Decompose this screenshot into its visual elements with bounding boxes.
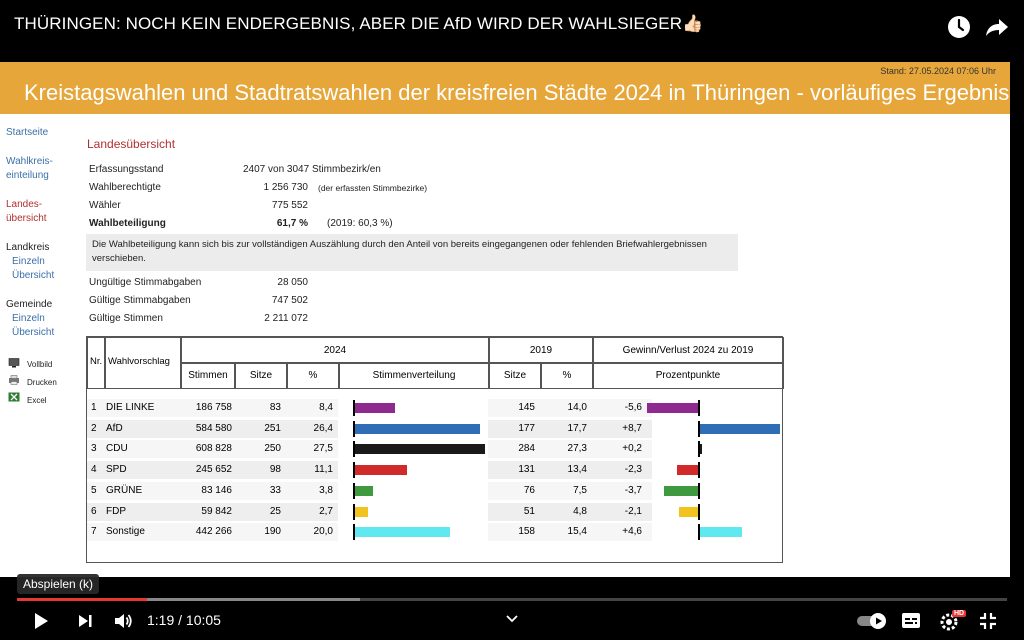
- table-row: [87, 502, 782, 522]
- section-title: Landesübersicht: [87, 137, 176, 151]
- player-controls: [0, 577, 1024, 640]
- row-diff: +4,6: [622, 526, 642, 538]
- share-bar: [355, 424, 480, 434]
- monitor-icon[interactable]: [8, 358, 20, 368]
- header-sitze-2019: Sitze: [488, 362, 542, 389]
- row-pct-2019: 14,0: [567, 402, 587, 413]
- play-tooltip: Abspielen (k): [17, 574, 99, 594]
- autoplay-toggle-icon[interactable]: [856, 612, 888, 630]
- row-diff: -5,6: [624, 402, 642, 413]
- row-pct-2019: 15,4: [567, 526, 587, 538]
- row-pct: 27,5: [313, 443, 333, 455]
- results-table: [86, 336, 783, 563]
- change-axis: [698, 524, 700, 540]
- row-sitze-2019: 145: [518, 402, 535, 413]
- change-axis: [698, 400, 700, 416]
- timecode: [147, 612, 221, 628]
- row-sitze: 33: [269, 484, 281, 496]
- row-diff: -3,7: [624, 484, 642, 496]
- table-row: [87, 398, 782, 418]
- row-sitze-2019: 76: [523, 484, 535, 496]
- subtitles-icon[interactable]: [901, 612, 921, 629]
- time-current: 1:19: [147, 612, 175, 628]
- row-sitze-2019: 158: [518, 526, 535, 538]
- share-bar: [355, 507, 368, 517]
- row-sitze: 83: [269, 402, 281, 413]
- hd-badge: HD: [954, 610, 965, 617]
- row-diff: +8,7: [622, 422, 642, 434]
- header-nr: Nr.: [90, 356, 103, 367]
- nav-gemeinde-uebersicht[interactable]: Übersicht: [12, 327, 55, 338]
- table-row: [87, 522, 782, 542]
- wahlberechtigte-label: Wahlberechtigte: [89, 182, 161, 193]
- share-axis: [353, 400, 355, 416]
- wahlbeteiligung-2019: (2019: 60,3 %): [327, 218, 393, 229]
- header-2019: 2019: [488, 337, 594, 364]
- row-sitze: 251: [264, 422, 281, 434]
- row-party: FDP: [106, 505, 126, 517]
- row-pct-2019: 27,3: [567, 443, 587, 455]
- change-axis: [698, 421, 700, 437]
- play-icon[interactable]: [32, 612, 50, 630]
- header-pct-2019: %: [540, 362, 594, 389]
- exit-fullscreen-icon[interactable]: [978, 611, 998, 631]
- chevron-down-icon[interactable]: [505, 614, 519, 624]
- share-axis: [353, 504, 355, 520]
- header-gewinn-verlust: Gewinn/Verlust 2024 zu 2019: [592, 337, 784, 364]
- row-stimmen: 59 842: [201, 505, 232, 517]
- progress-played: [17, 598, 147, 601]
- nav-startseite[interactable]: Startseite: [6, 127, 49, 138]
- share-bar: [355, 527, 450, 537]
- row-party: DIE LINKE: [106, 402, 155, 413]
- row-pct-2019: 7,5: [573, 484, 587, 496]
- row-pct-2019: 4,8: [573, 505, 587, 517]
- erfassungsstand-value: 2407 von 3047 Stimmbezirk/en: [243, 164, 381, 175]
- header-stimmenverteilung: Stimmenverteilung: [338, 362, 490, 389]
- volume-icon[interactable]: [113, 612, 133, 630]
- row-party: Sonstige: [106, 526, 145, 538]
- row-pct: 2,7: [319, 505, 333, 517]
- share-axis: [353, 441, 355, 457]
- page-title: Kreistagswahlen und Stadtratswahlen der kreisfreien Städte 2024 in Thüringen - vorläufiges Ergebnis: [24, 80, 1010, 105]
- drucken-link[interactable]: Drucken: [27, 378, 57, 387]
- nav-landes-line2[interactable]: übersicht: [6, 213, 47, 224]
- wahlbeteiligung-value: 61,7 %: [276, 218, 308, 229]
- nav-landkreis-einzeln[interactable]: Einzeln: [12, 256, 45, 267]
- share-axis: [353, 421, 355, 437]
- row-sitze: 250: [264, 443, 281, 455]
- nav-landes-line1[interactable]: Landes-: [6, 199, 43, 210]
- row-stimmen: 245 652: [195, 464, 232, 476]
- gueltige-stimmen-label: Gültige Stimmen: [89, 313, 163, 324]
- next-icon[interactable]: [77, 613, 93, 629]
- header-sitze: Sitze: [234, 362, 288, 389]
- change-axis: [698, 483, 700, 499]
- row-party: CDU: [106, 443, 128, 455]
- change-bar: [700, 527, 742, 537]
- header-wahlvorschlag: Wahlvorschlag: [108, 356, 170, 367]
- turnout-notice: [86, 234, 738, 271]
- video-top-bar: [0, 0, 1024, 56]
- gueltige-stimmen-value: 2 211 072: [264, 313, 308, 324]
- turnout-notice-text: Die Wahlbeteiligung kann sich bis zur vollständigen Auszählung durch den Anteil von bereits eingegangenen oder fehlenden Briefwahlergebnissen verschieben.: [92, 239, 707, 264]
- row-pct: 8,4: [319, 402, 333, 413]
- erfassungsstand-label: Erfassungsstand: [89, 164, 164, 175]
- row-pct: 11,1: [314, 464, 333, 476]
- row-stimmen: 186 758: [195, 402, 232, 413]
- table-row: [87, 419, 782, 439]
- time-separator: /: [174, 612, 186, 628]
- row-sitze-2019: 131: [518, 464, 535, 476]
- election-page: [0, 62, 1010, 577]
- page-banner: [0, 62, 1010, 114]
- stand-timestamp: Stand: 27.05.2024 07:06 Uhr: [880, 66, 996, 76]
- share-axis: [353, 462, 355, 478]
- change-bar: [677, 465, 698, 475]
- change-axis: [698, 462, 700, 478]
- nav-wahlkreis-line1[interactable]: Wahlkreis-: [6, 156, 53, 167]
- row-pct: 3,8: [319, 484, 333, 496]
- nav-gemeinde-einzeln[interactable]: Einzeln: [12, 313, 45, 324]
- table-row: [87, 481, 782, 501]
- ungueltige-label: Ungültige Stimmabgaben: [89, 277, 202, 288]
- row-party: GRÜNE: [106, 484, 143, 496]
- row-nr: 6: [91, 505, 97, 517]
- ungueltige-value: 28 050: [277, 277, 308, 288]
- row-sitze: 98: [269, 464, 281, 476]
- row-pct: 26,4: [313, 422, 333, 434]
- wahlberechtigte-note: (der erfassten Stimmbezirke): [318, 183, 428, 193]
- header-pct: %: [286, 362, 340, 389]
- row-sitze-2019: 177: [518, 422, 535, 434]
- wahlberechtigte-value: 1 256 730: [263, 182, 308, 193]
- row-stimmen: 584 580: [195, 422, 232, 434]
- share-axis: [353, 524, 355, 540]
- printer-icon[interactable]: [8, 375, 20, 385]
- row-pct-2019: 13,4: [567, 464, 587, 476]
- row-stimmen: 83 146: [201, 484, 232, 496]
- share-icon[interactable]: [984, 14, 1010, 40]
- gueltige-abgaben-value: 747 502: [271, 295, 308, 306]
- nav-landkreis-heading: Landkreis: [6, 242, 50, 253]
- row-pct-2019: 17,7: [567, 422, 587, 434]
- row-sitze-2019: 51: [523, 505, 535, 517]
- share-bar: [355, 465, 407, 475]
- change-bar: [647, 403, 698, 413]
- gueltige-abgaben-label: Gültige Stimmabgaben: [89, 295, 191, 306]
- table-row: [87, 439, 782, 459]
- nav-gemeinde-heading: Gemeinde: [6, 299, 53, 310]
- row-party: AfD: [106, 422, 123, 434]
- share-bar: [355, 486, 373, 496]
- row-nr: 1: [91, 402, 97, 413]
- share-axis: [353, 483, 355, 499]
- excel-link[interactable]: Excel: [27, 396, 47, 405]
- nav-landkreis-uebersicht[interactable]: Übersicht: [12, 270, 55, 281]
- waehler-label: Wähler: [89, 200, 121, 211]
- change-bar: [700, 424, 780, 434]
- row-stimmen: 442 266: [195, 526, 232, 538]
- change-bar: [700, 444, 702, 454]
- wahlbeteiligung-label: Wahlbeteiligung: [89, 218, 166, 229]
- excel-icon[interactable]: [8, 392, 20, 402]
- vollbild-link[interactable]: Vollbild: [27, 360, 53, 369]
- row-nr: 2: [91, 422, 97, 434]
- table-row: [87, 460, 782, 480]
- row-diff: -2,1: [624, 505, 642, 517]
- row-nr: 5: [91, 484, 97, 496]
- row-stimmen: 608 828: [195, 443, 232, 455]
- row-diff: +0,2: [622, 443, 642, 455]
- time-total: 10:05: [185, 612, 221, 628]
- row-nr: 7: [91, 526, 97, 538]
- row-nr: 4: [91, 464, 97, 476]
- row-party: SPD: [106, 464, 127, 476]
- row-nr: 3: [91, 443, 97, 455]
- row-sitze: 25: [269, 505, 281, 517]
- change-bar: [679, 507, 698, 517]
- change-axis: [698, 504, 700, 520]
- header-2024: 2024: [180, 337, 490, 364]
- row-sitze: 190: [264, 526, 281, 538]
- header-stimmen: Stimmen: [180, 362, 236, 389]
- row-pct: 20,0: [313, 526, 333, 538]
- change-bar: [664, 486, 698, 496]
- share-bar: [355, 444, 485, 454]
- row-diff: -2,3: [624, 464, 642, 476]
- waehler-value: 775 552: [271, 200, 308, 211]
- header-prozentpunkte: Prozentpunkte: [592, 362, 784, 389]
- video-title[interactable]: THÜRINGEN: NOCH KEIN ENDERGEBNIS, ABER DIE AfD WIRD DER WAHLSIEGER👍🏻: [14, 14, 704, 33]
- change-axis: [698, 441, 700, 457]
- row-sitze-2019: 284: [518, 443, 535, 455]
- share-bar: [355, 403, 395, 413]
- nav-wahlkreis-line2[interactable]: einteilung: [6, 170, 49, 181]
- clock-icon[interactable]: [946, 14, 972, 40]
